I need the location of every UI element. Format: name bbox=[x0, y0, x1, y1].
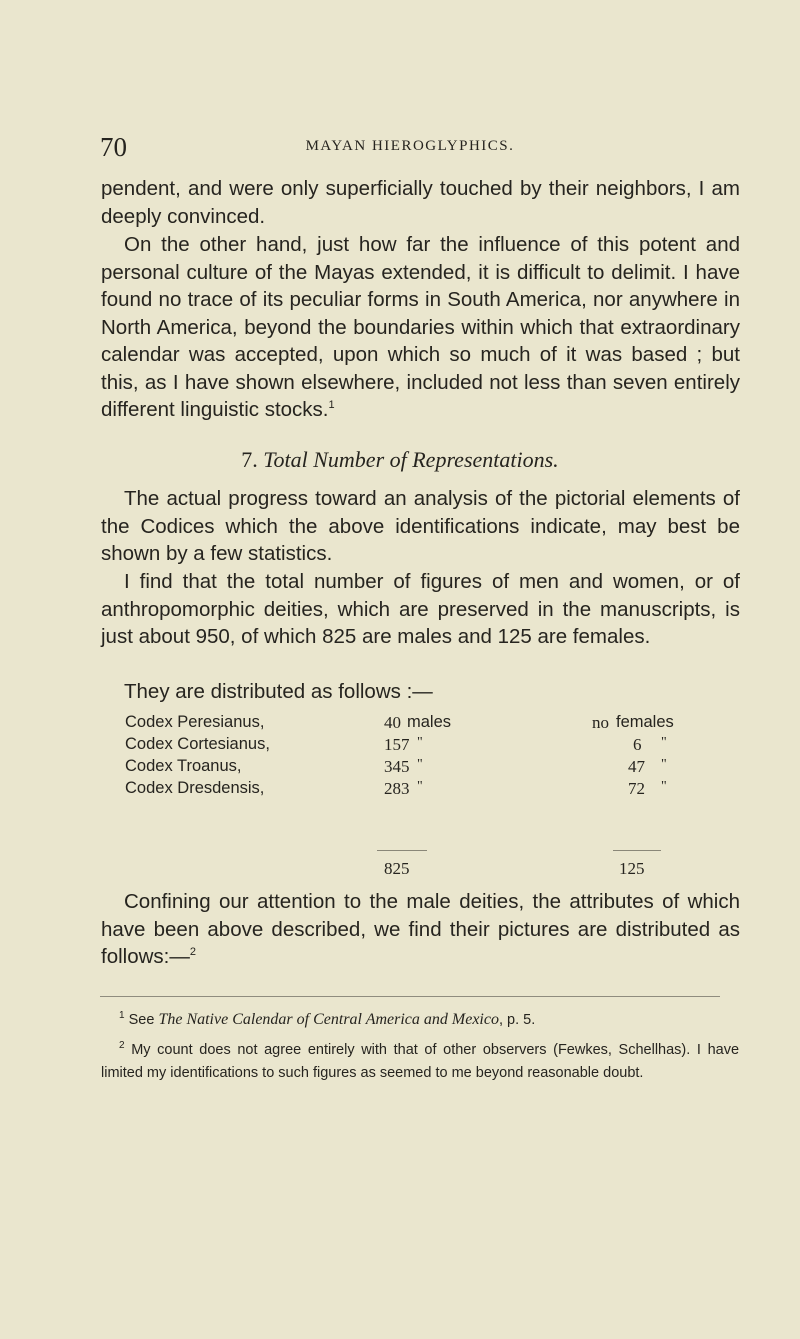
male-count: 283 bbox=[384, 779, 410, 798]
ditto-mark: " bbox=[661, 757, 667, 772]
table-row bbox=[125, 735, 755, 757]
footnote-text: My count does not agree entirely with that of other observers (Fewkes, Schellhas). I have limited my identifications to such figures as seemed to me beyond reasonable doubt. bbox=[101, 1042, 740, 1081]
paragraph-text-span: Confining our attention to the male deities, the attributes of which have been above described, we find their pictures are distributed as follows:— bbox=[101, 890, 740, 968]
codex-name: Codex Troanus, bbox=[125, 757, 242, 775]
ditto-mark: " bbox=[661, 779, 667, 794]
paragraph-text bbox=[101, 231, 740, 424]
codex-name: Codex Dresdensis, bbox=[125, 779, 265, 797]
ditto-mark: " bbox=[661, 735, 667, 750]
section-number: 7. bbox=[241, 447, 258, 472]
female-count: 6 bbox=[633, 735, 642, 754]
paragraph-text: The actual progress toward an analysis of the pictorial elements of the Codices which the above identifications indicate, may best be shown by a few statistics. bbox=[101, 487, 740, 565]
female-count: 72 bbox=[628, 779, 645, 798]
paragraph-text bbox=[101, 888, 740, 971]
footnote-ref-1: 1 bbox=[328, 399, 335, 411]
male-label: males bbox=[407, 713, 452, 731]
codex-name: Codex Cortesianus, bbox=[125, 735, 270, 753]
footnote-text: See bbox=[128, 1012, 155, 1028]
male-count: 40 bbox=[384, 713, 401, 732]
female-count: no bbox=[592, 713, 609, 732]
female-count: 47 bbox=[628, 757, 645, 776]
page-header bbox=[100, 132, 720, 172]
paragraph-continuation bbox=[101, 175, 740, 230]
codex-distribution-table bbox=[125, 713, 755, 878]
female-total-rule bbox=[613, 850, 661, 851]
table-row bbox=[125, 757, 755, 779]
paragraph-figures bbox=[101, 568, 740, 651]
table-row bbox=[125, 713, 755, 735]
paragraph-text-span: On the other hand, just how far the influence of this potent and personal culture of the Mayas extended, it is difficult to delimit. I have found no trace of its peculiar forms in South America, nor anywhere in North America, beyond the boundaries within which that extraordinary calendar was accepted, upon which so much of it was based ; but this, as I have shown elsewhere, included not less than seven entirely different linguistic stocks. bbox=[101, 233, 740, 421]
footnote-ref-2: 2 bbox=[189, 946, 196, 958]
codex-name: Codex Peresianus, bbox=[125, 713, 265, 731]
male-total-rule bbox=[377, 850, 427, 851]
footnote-2 bbox=[101, 1039, 739, 1084]
page-number: 70 bbox=[100, 132, 127, 162]
female-label: females bbox=[616, 713, 674, 731]
running-head: MAYAN HIEROGLYPHICS. bbox=[305, 138, 515, 154]
male-count: 345 bbox=[384, 757, 410, 776]
footnote-divider bbox=[100, 996, 720, 997]
ditto-mark: " bbox=[417, 779, 423, 794]
footnote-1 bbox=[101, 1009, 739, 1032]
paragraph-text: pendent, and were only superficially touched by their neighbors, I am deeply convinced. bbox=[101, 177, 740, 228]
male-count: 157 bbox=[384, 735, 410, 754]
table-row bbox=[125, 779, 755, 801]
paragraph-influence bbox=[101, 231, 740, 424]
paragraph-text: I find that the total number of figures of men and women, or of anthropomorphic deities, which are preserved in the manuscripts, is just about 950, of which 825 are males and 125 are females. bbox=[101, 570, 740, 648]
ditto-mark: " bbox=[417, 757, 423, 772]
female-total: 125 bbox=[619, 859, 645, 878]
male-total: 825 bbox=[384, 859, 410, 878]
footnote-mark: 2 bbox=[119, 1040, 125, 1051]
paragraph-distribution-intro bbox=[101, 678, 740, 706]
paragraph-text: They are distributed as follows :— bbox=[124, 680, 433, 703]
footnote-mark: 1 bbox=[119, 1010, 125, 1021]
footnote-text: , p. 5. bbox=[498, 1012, 536, 1028]
paragraph-progress bbox=[101, 485, 740, 568]
ditto-mark: " bbox=[417, 735, 423, 750]
section-title: Total Number of Representations. bbox=[263, 447, 559, 472]
footnote-title: The Native Calendar of Central America and Mexico bbox=[158, 1011, 499, 1028]
section-heading bbox=[0, 447, 800, 473]
paragraph-male-deities bbox=[101, 888, 740, 971]
